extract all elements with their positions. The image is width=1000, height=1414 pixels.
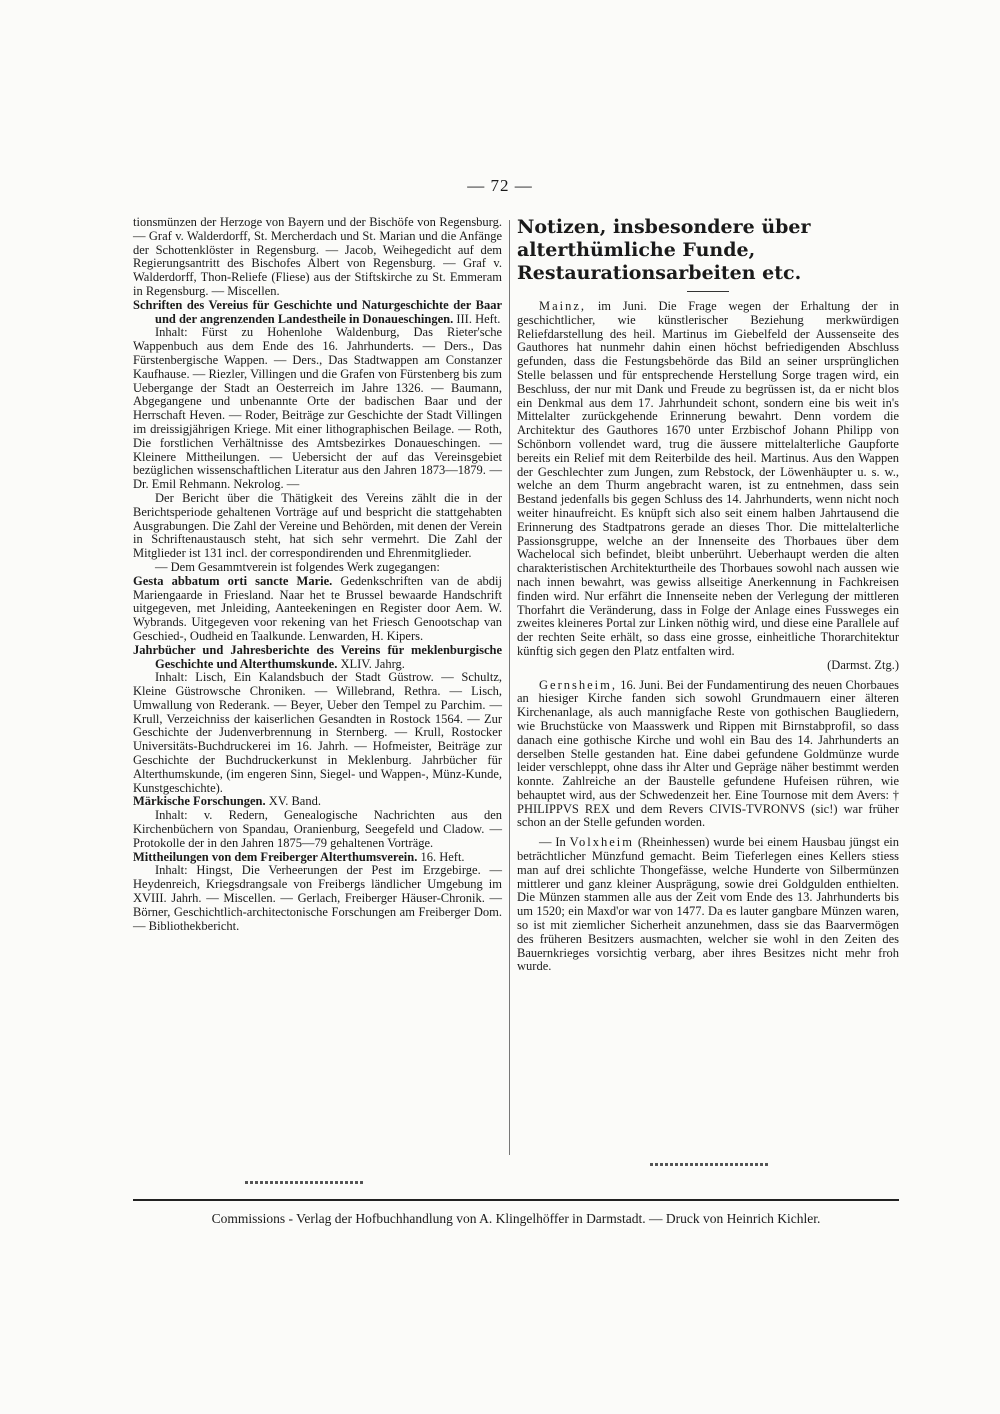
entry-maerkische xyxy=(133,795,502,809)
entry-title: Jahrbücher und Jahresberichte des Vereins für meklenburgische Geschichte und Alterthumskunde. xyxy=(133,642,502,671)
entry-volume: XLIV. Jahrg. xyxy=(340,656,405,671)
notice-text: (Rheinhessen) wurde bei einem Hausbau jüngst ein beträchtlicher Münzfund gemacht. Beim Tieferlegen eines Kellers stiess man auf drei schlichte Thongefässe, welche Hunderte von Silbermünzen mittlerer und ganz kleiner Ausprägung, sowie drei Goldgulden enthielten. Die Münzen stammen alle aus der Zeit vom Ende des 13. Jahrhunderts bis um 1520; ein Maxd'or war von 1477. Da es lauter gangbare Münzen waren, so ist mit ziemlicher Sicherheit anzunehmen, dass sie das Baarvermögen des früheren Besitzers ausmachten, welcher sie wohl in den Zeiten des Bauernkrieges vorsichtig verbarg, aber ihres Besitzes nicht mehr froh wurde. xyxy=(517,835,900,974)
entry-bericht: Der Bericht über die Thätigkeit des Vereins zählt die in der Berichtsperiode gehaltenen Vorträge auf und bespricht die stattgehabten Ausgrabungen. Die Zahl der Vereine und Behörden, mit denen der Verein in Schriftenaustausch steht, hat sich sehr vermehrt. Die Zahl der Mitglieder ist 131 incl. der correspondirenden und Ehrenmitglieder. xyxy=(133,490,502,561)
entry-inhalt: Inhalt: Fürst zu Hohenlohe Waldenburg, Das Rieter'sche Wappenbuch aus dem Ende des 16. Jahrhunderts. — Ders., Das Fürstenbergische Wappen. — Ders., Das Stadtwappen am Constanzer Kaufhause. — Riezler, Villingen und die Grafen von Fürstenberg bis zum Uebergange der Stadt an Oesterreich im Jahre 1326. — Baumann, Abgegangene und unbenannte Orte der badischen Baar und der Herrschaft Heven. — Roder, Beiträge zur Geschichte der Stadt Villingen im dreissigjährigen Kriege. Mit einer lithographischen Beilage. — Roth, Die forstlichen Verhältnisse des Amtsbezirkes Donaueschingen. — Kleinere Mittheilungen. — Uebersicht der auf das Vereinsgebiet bezüglichen wissenschaftlichen Literatur aus den Jahren 1873—1879. — Dr. Emil Rehmann. Nekrolog. — xyxy=(133,325,502,492)
notice-text: 16. Juni. Bei der Fundamentirung des neuen Chorbaues an hiesiger Kirche fanden sich sowohl Grundmauern einer älteren Kirchenanlage, als auch mannigfache Reste von gothischen Baugliedern, wie Bruchstücke von Maasswerk und Rippen mit Birnstabprofil, so dass danach eine gothische Kirche und wohl ein Bau des 14. Jahrhunderts an derselben Stelle gestanden hat. Eine dabei gefundene Goldmünze wurde leider verschleppt, ohne dass ihr Alter und Gepräge näher bestimmt werden konnte. Zahlreiche an der Baustelle gefundene Hufeisen rühren, wie behauptet wird, aus der Schwedenzeit her. Eine Tournose mit dem Avers: † PHILIPPVS REX und dem Revers CIVIS-TVRONVS (sic!) war früher schon an der Stelle gefunden worden. xyxy=(517,677,899,830)
entry-inhalt: Inhalt: v. Redern, Genealogische Nachrichten aus den Kirchenbüchern von Spandau, Oranienburg, Seegefeld und Cladow. — Protokolle der in den Jahren 1875—79 gehaltenen Vorträge. xyxy=(133,808,502,850)
entry-title: Gesta abbatum orti sancte Marie. xyxy=(133,573,333,588)
place-name: Volxheim xyxy=(569,835,634,850)
entry-baar xyxy=(133,299,502,327)
right-column xyxy=(517,216,899,974)
section-heading: Notizen, insbesondere über alterthümliche Funde, Restaurationsarbeiten etc. xyxy=(517,216,811,284)
entry-inhalt: Inhalt: Hingst, Die Verheerungen der Pest im Erzgebirge. — Heydenreich, Kriegsdrangsale von Freibergs ländlicher Umgebung im XVIII. Jahrh. — Miscellen. — Gerlach, Freiberger Häuser-Chronik. — Börner, Geschichtlich-architectonische Forschungen am Freiberger Dom. — Bibliothekbericht. xyxy=(133,863,502,933)
entry-volume: 16. Heft. xyxy=(420,849,465,864)
end-ornament-right xyxy=(650,1163,770,1166)
page-number: — 72 — xyxy=(467,176,533,195)
end-ornament-left xyxy=(245,1181,365,1184)
heading-rule xyxy=(687,291,729,292)
entry-title: Schriften des Vereius für Geschichte und Naturgeschichte der Baar und der angrenzenden Landestheile in Donaueschingen. xyxy=(133,297,502,326)
entry-text: Gedenkschriften van de abdij Mariengaarde in Friesland. Naar het te Brussel bewaarde Handschrift uitgegeven, met Jnleiding, Aanteekeningen en Register door Aem. W. Wybrands. Uitgegeven voor rekening van het Friesch Genootschap van Geschied-, Oudheid en Taalkunde. Lenwarden, H. Kipers. xyxy=(133,573,502,643)
notice-volxheim xyxy=(517,836,899,974)
entry-title: Mittheilungen von dem Freiberger Alterthumsverein. xyxy=(133,849,418,864)
notice-text: im Juni. Die Frage wegen der Erhaltung der in geschichtlicher, wie künstlerischer Beziehung merkwürdigen Reliefdarstellung des heil. Martinus im Giebelfeld der Aussenseite des Gauthores hat nunmehr dahin einen höchst befriedigenden Abschluss gefunden, dass die Festungsbehörde das Bild an seiner ursprünglichen Stelle belassen und für entsprechende Herstellung Sorge tragen wird, ein Beschluss, der nur mit Dank und Freude zu begrüssen ist, da er nicht blos ein Denkmal aus dem 17. Jahrhundeit schont, sondern eine bis weit in's Mittelalter zurückgehende Erinnerung bewahrt. Denn vordem die Architektur des Gauthores 1670 unter Erzbischof Johann Philipp von Schönborn vollendet ward, trug die äussere mittelalterliche Gaupforte bereits ein Relief mit dem Reiterbilde des heil. Martinus. Aus den Wappen der Geschlechter zum Jungen, zum Rebstock, der Löwenhäupter u. s. w., welche an dem Thurm angebracht waren, ist zu entnehmen, dass sein Bestand jedenfalls bis gegen Schluss des 14. Jahrhunderts, wenn nicht noch weiter hinaufreicht. Es knüpft sich also seit einem halben Jahrtausend die Erinnerung des Stadtpatrons gerade an dieses Thor. Die mittelalterliche Passionsgruppe, welche an der Innenseite des Thorbaues über dem Wachelocal sich befindet, bleibt unberührt. Ueberhaupt werden die alten charakteristischen Architekturtheile des Thorbaues sowohl nach aussen wie nach innen bewahrt, was gewiss allseitige Anerkennung in Fachkreisen finden wird. Nur erfährt die Innenseite neben der Verlegung der mittleren Thorfahrt die Veränderung, dass in Folge der Anlage eines Fussweges ein zweites kleineres Portal zur Linken nöthig wird, und diese eine Parallele auf der rechten Seite erhält, so dass eine grosse, einheitliche Thorarchitektur künftig sich gegen den Platz entfalten wird. xyxy=(517,299,899,658)
entry-meklenburg xyxy=(133,644,502,672)
place-name: Mainz, xyxy=(539,299,587,313)
left-column xyxy=(133,216,502,933)
entry-freiberg xyxy=(133,851,502,865)
place-name: Gernsheim, xyxy=(539,677,617,692)
entry-inhalt: Inhalt: Lisch, Ein Kalandsbuch der Stadt Güstrow. — Schultz, Kleine Güstrowsche Chroniken. — Willebrand, Rethra. — Lisch, Umwallung von Rederank. — Beyer, Ueber den Tempel zu Parchim. — Krull, Verzeichniss der kaiserlichen Gesandten in Rostock 1564. — Zur Geschichte der Judenverbrennung in Sternberg. — Krull, Rostocker Universitäts-Buchdruckerei im 16. Jahrh. — Hofmeister, Beiträge zur Geschichte der Buchdruckerkunst in Meklenburg. Jahrbücher für Alterthumskunde, (im engeren Sinn, Siegel- und Wappen-, Münz-Kunde, Kunstgeschichte). xyxy=(133,670,502,795)
entry-title: Märkische Forschungen. xyxy=(133,794,266,809)
continuation-paragraph: tionsmünzen der Herzoge von Bayern und der Bischöfe von Regensburg. — Graf v. Walderdorff, St. Mercherdach und St. Marian und die Anfänge der Schottenklöster in Regensburg. — Jacob, Weihegedicht auf dem Regierungsantritt des Bischofes Albert von Regensburg. — Graf v. Walderdorff, Thon-Reliefe (Fliese) aus der Stiftskirche zu St. Emmeram in Regensburg. — Miscellen. xyxy=(133,215,502,298)
source-note: (Darmst. Ztg.) xyxy=(827,657,899,672)
column-divider xyxy=(509,220,510,1155)
entry-intro: — Dem Gesammtverein ist folgendes Werk zugegangen: xyxy=(155,559,440,574)
entry-volume: III. Heft. xyxy=(456,311,501,326)
notice-gernsheim xyxy=(517,679,899,831)
notice-mainz xyxy=(517,300,899,659)
entry-volume: XV. Band. xyxy=(268,794,321,809)
publisher-imprint: Commissions - Verlag der Hofbuchhandlung von A. Klingelhöffer in Darmstadt. — Druck von Heinrich Kichler. xyxy=(211,1211,821,1226)
notice-dash: — In xyxy=(539,835,566,850)
entry-gesta xyxy=(133,575,502,644)
footer-rule xyxy=(133,1199,899,1201)
